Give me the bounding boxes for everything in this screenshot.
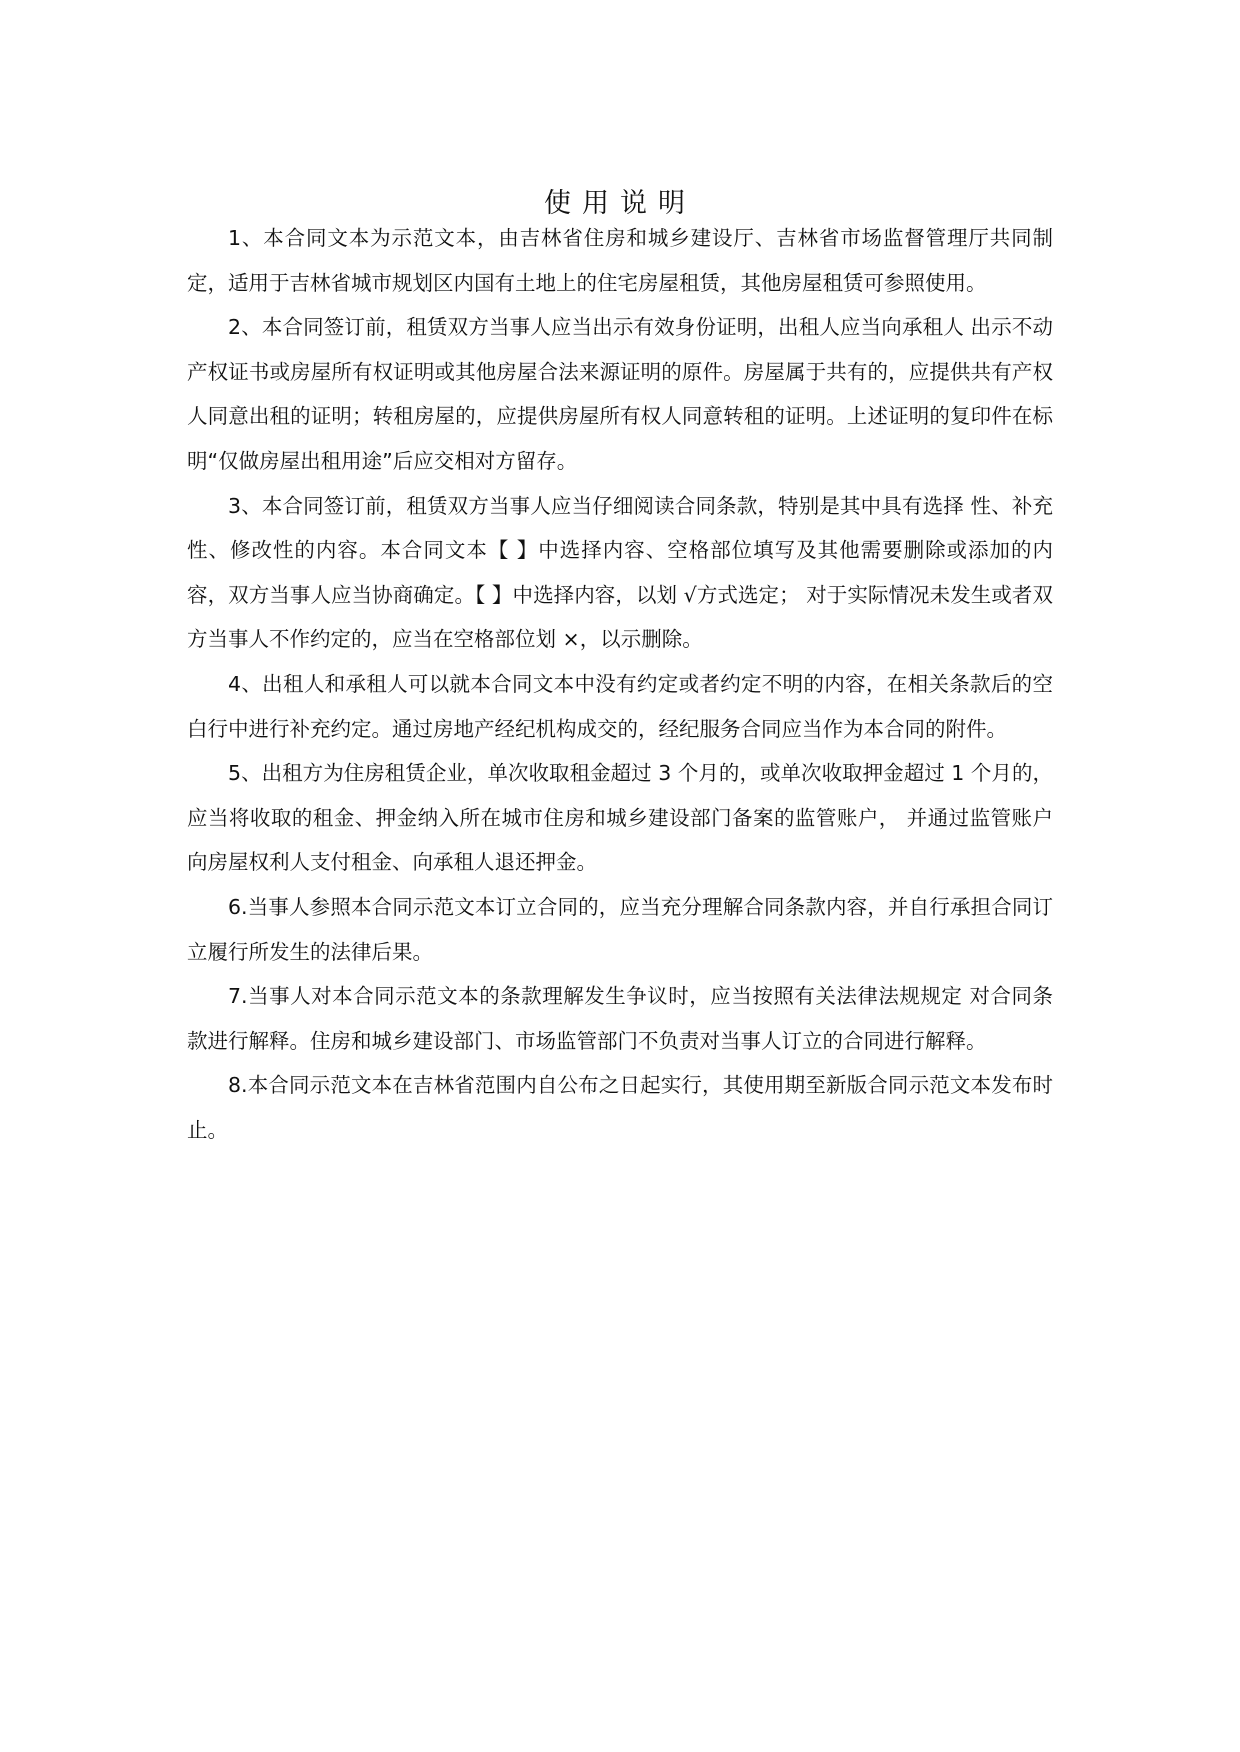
paragraph-3: 3、本合同签订前，租赁双方当事人应当仔细阅读合同条款，特别是其中具有选择 性、补充性、修改性的内容。本合同文本【 】中选择内容、空格部位填写及其他需要删除或添加的内容，双方当事人应当协商确定。【 】中选择内容，以划 √方式选定； 对于实际情况未发生或者双方当事人不作约定的，应当在空格部位划 ×，以示删除。	[187, 493, 1053, 652]
paragraph-2: 2、本合同签订前，租赁双方当事人应当出示有效身份证明，出租人应当向承租人 出示不动产权证书或房屋所有权证明或其他房屋合法来源证明的原件。房屋属于共有的，应提供共有产权人同意出租的证明；转租房屋的，应提供房屋所有权人同意转租的证明。上述证明的复印件在标明“仅做房屋出租用途”后应交相对方留存。	[187, 315, 1053, 473]
document-body	[187, 216, 1053, 1152]
paragraph-8: 8.本合同示范文本在吉林省范围内自公布之日起实行，其使用期至新版合同示范文本发布时止。	[187, 1073, 1053, 1142]
paragraph-1: 1、本合同文本为示范文本，由吉林省住房和城乡建设厅、吉林省市场监督管理厅共同制定，适用于吉林省城市规划区内国有土地上的住宅房屋租赁，其他房屋租赁可参照使用。	[187, 226, 1053, 295]
paragraph-6: 6.当事人参照本合同示范文本订立合同的，应当充分理解合同条款内容，并自行承担合同订立履行所发生的法律后果。	[187, 894, 1053, 964]
paragraph-5: 5、出租方为住房租赁企业，单次收取租金超过 3 个月的，或单次收取押金超过 1 个月的，应当将收取的租金、押金纳入所在城市住房和城乡建设部门备案的监管账户， 并通过监管账户向房屋权利人支付租金、向承租人退还押金。	[187, 761, 1053, 875]
paragraph-4: 4、出租人和承租人可以就本合同文本中没有约定或者约定不明的内容，在相关条款后的空白行中进行补充约定。通过房地产经纪机构成交的，经纪服务合同应当作为本合同的附件。	[187, 671, 1053, 741]
document-title: 使用说明	[544, 188, 696, 220]
paragraph-7: 7.当事人对本合同示范文本的条款理解发生争议时，应当按照有关法律法规规定 对合同条款进行解释。住房和城乡建设部门、市场监管部门不负责对当事人订立的合同进行解释。	[187, 984, 1053, 1053]
